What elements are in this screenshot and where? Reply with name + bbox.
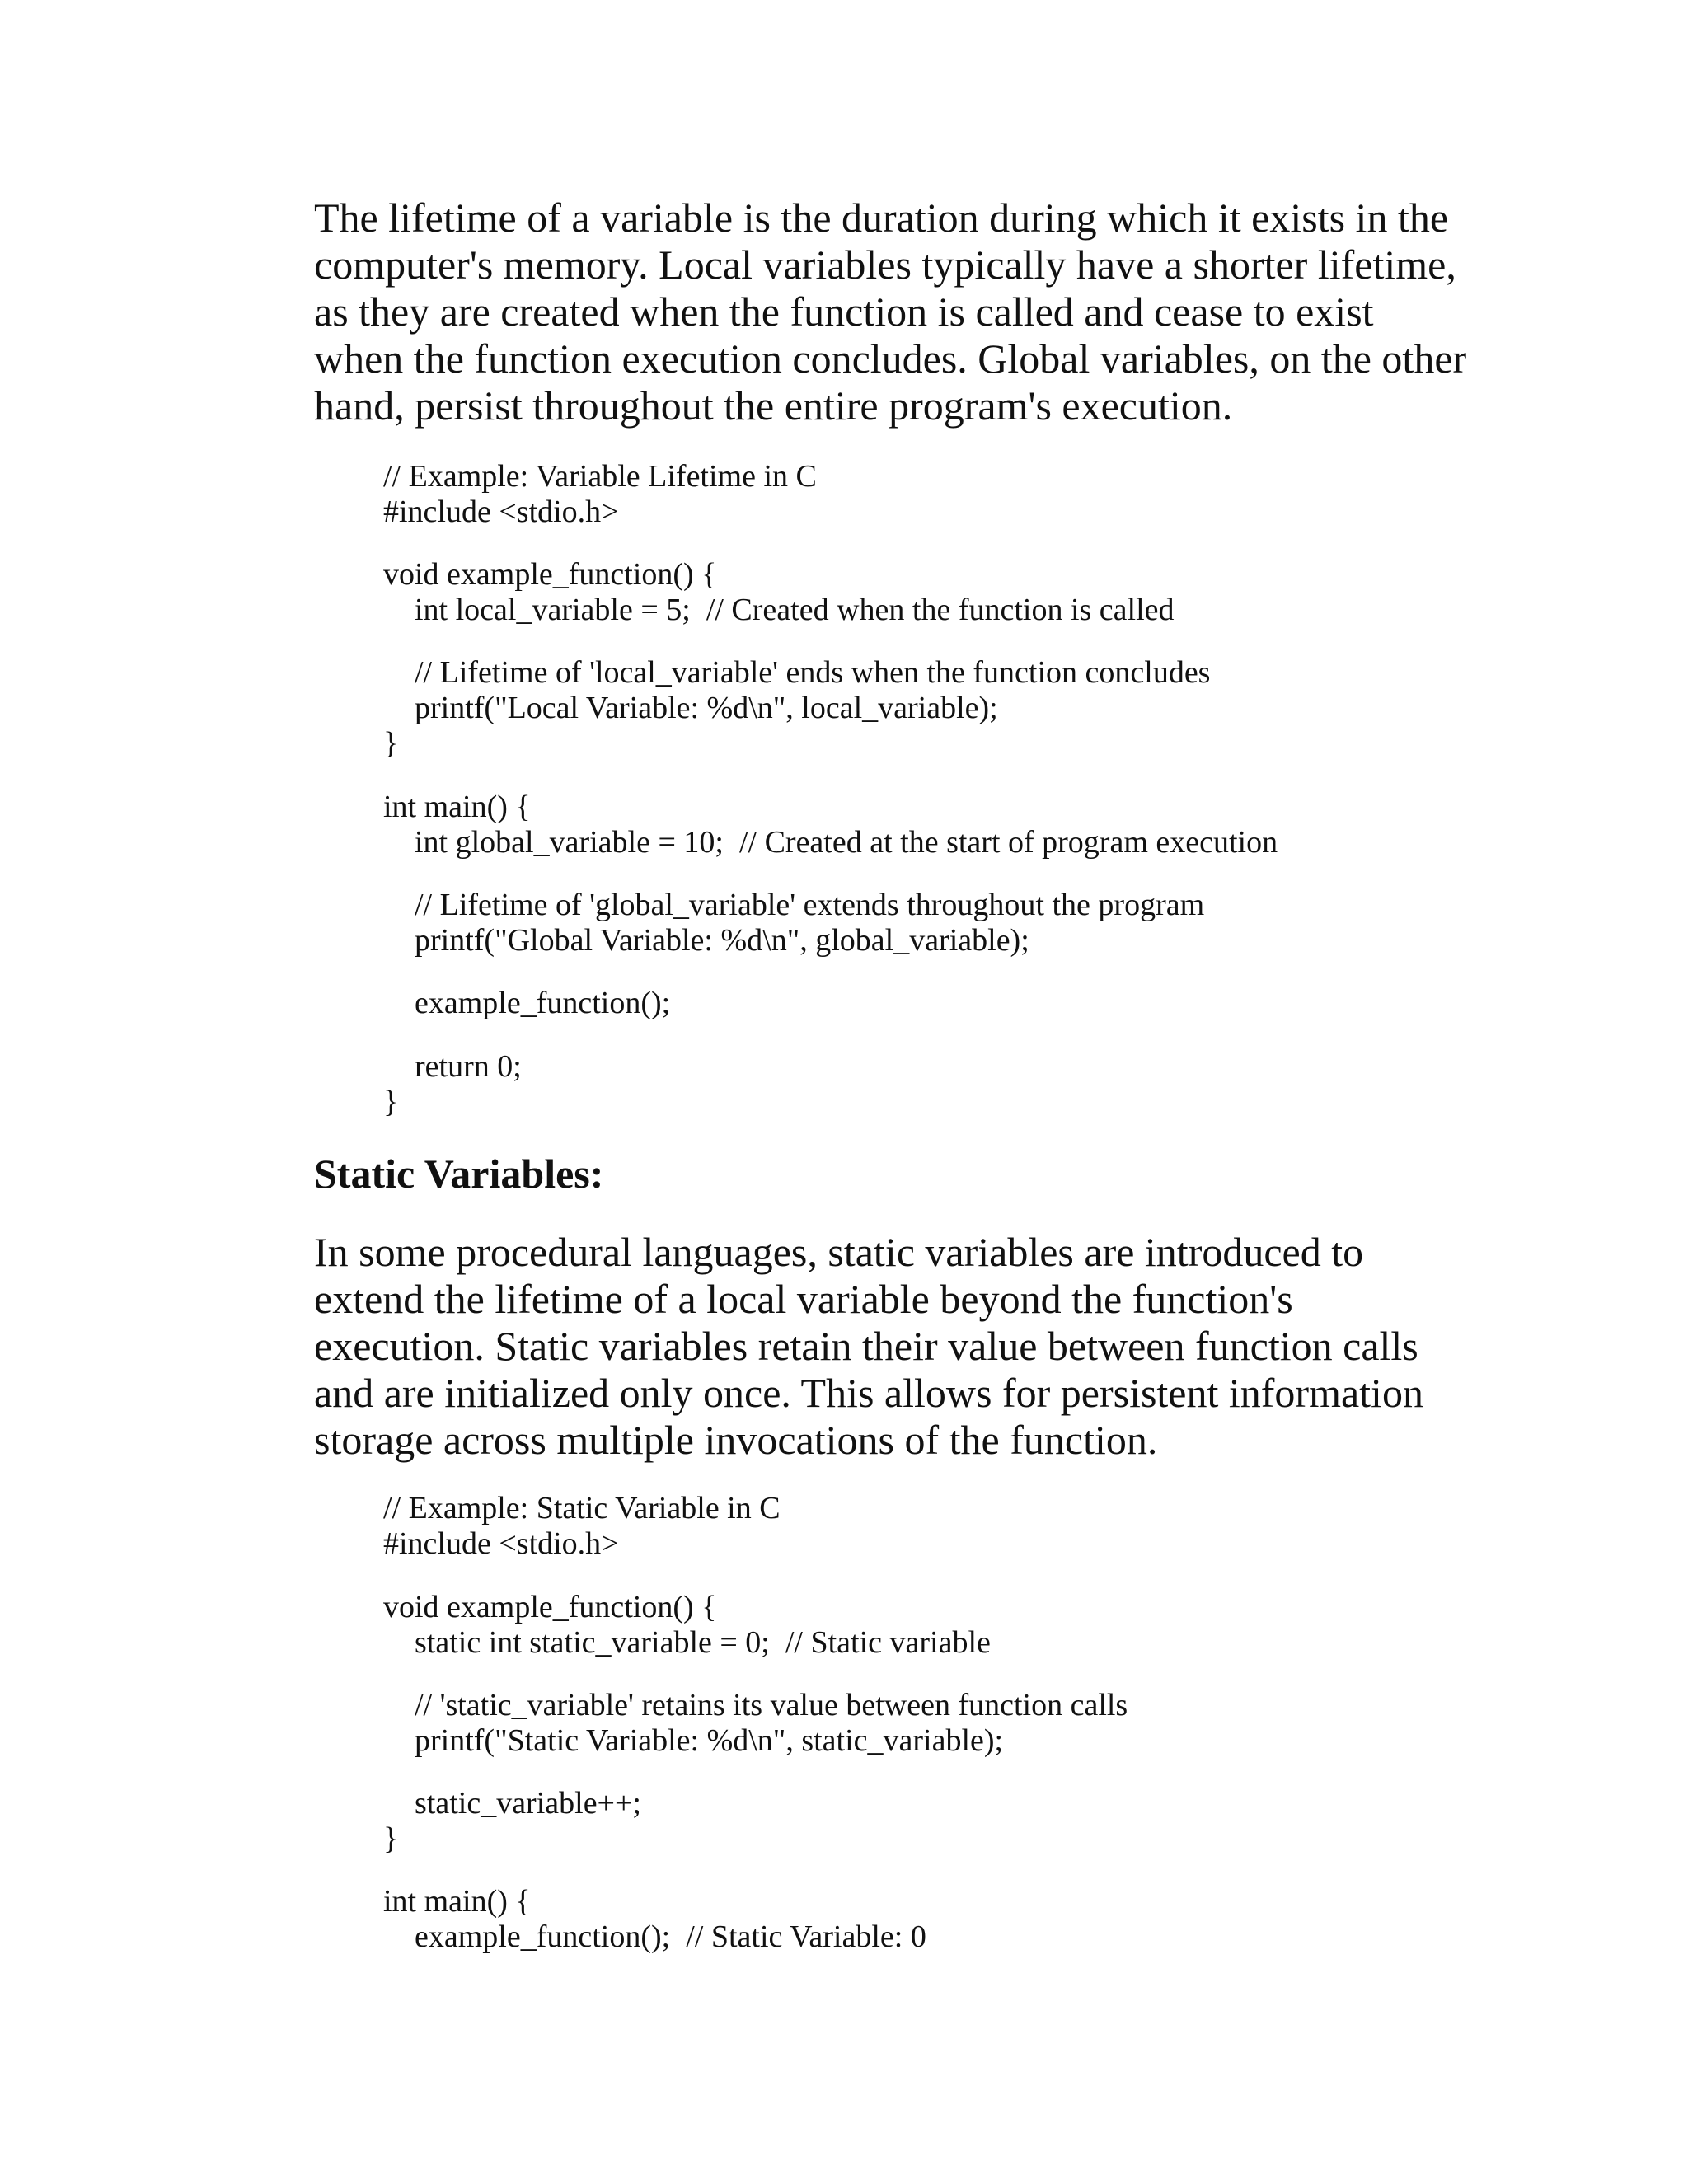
code-line: example_function(); // Static Variable: 0 [415,1919,926,1954]
code-line: int main() { [383,1884,531,1919]
code-line: static_variable++; [415,1786,641,1821]
code-line: } [383,1085,399,1119]
intro-line: The lifetime of a variable is the duration during which it exists in the [314,194,1449,241]
code-line: int main() { [383,790,531,824]
intro-line: when the function execution concludes. Global variables, on the other [314,335,1467,382]
code-line: void example_function() { [383,557,717,592]
code-line: printf("Global Variable: %d\n", global_variable); [415,923,1029,958]
code-line: printf("Local Variable: %d\n", local_variable); [415,691,998,725]
code-line: } [383,726,399,761]
intro-paragraph [314,194,1484,429]
code-line: static int static_variable = 0; // Static variable [415,1625,991,1660]
code-line: int global_variable = 10; // Created at the start of program execution [415,825,1278,860]
code-line: // Lifetime of 'global_variable' extends throughout the program [415,888,1205,922]
code-line: } [383,1821,399,1856]
code-line: // Example: Static Variable in C [383,1491,781,1526]
intro-line: hand, persist throughout the entire program's execution. [314,382,1233,429]
code-line: // Example: Variable Lifetime in C [383,459,817,494]
static-paragraph [314,1229,1484,1464]
code-line: #include <stdio.h> [383,494,619,529]
static-line: execution. Static variables retain their value between function calls [314,1323,1418,1369]
code-line: void example_function() { [383,1590,717,1624]
code-line: // Lifetime of 'local_variable' ends when the function concludes [415,655,1211,690]
code-line: example_function(); [415,986,671,1020]
static-line: storage across multiple invocations of the function. [314,1417,1158,1463]
code-line: return 0; [415,1049,522,1084]
code-line: // 'static_variable' retains its value between function calls [415,1688,1128,1722]
intro-line: as they are created when the function is called and cease to exist [314,288,1374,335]
static-line: extend the lifetime of a local variable beyond the function's [314,1276,1293,1322]
code-line: printf("Static Variable: %d\n", static_variable); [415,1723,1004,1758]
static-line: In some procedural languages, static variables are introduced to [314,1229,1364,1275]
section-heading: Static Variables: [314,1151,604,1197]
static-line: and are initialized only once. This allows for persistent information [314,1370,1423,1416]
code-line: #include <stdio.h> [383,1526,619,1561]
intro-line: computer's memory. Local variables typically have a shorter lifetime, [314,241,1456,288]
code-line: int local_variable = 5; // Created when the function is called [415,593,1175,627]
